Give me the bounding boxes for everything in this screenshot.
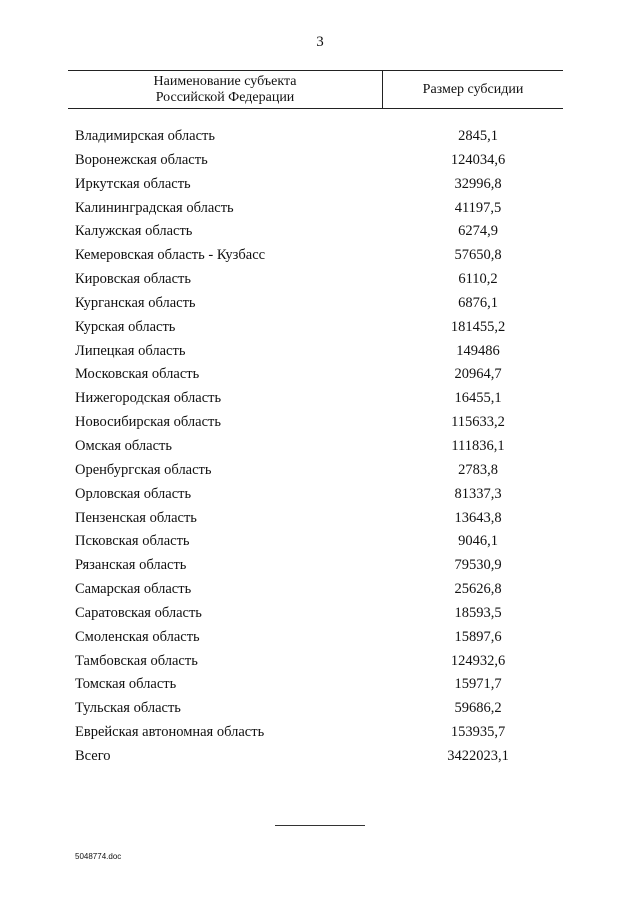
footer-divider — [275, 825, 365, 826]
table-row — [75, 458, 555, 482]
table-row — [75, 506, 555, 530]
subsidy-amount: 153935,7 — [450, 724, 506, 741]
table-row — [75, 577, 555, 601]
region-name: Курская область — [75, 318, 176, 335]
table-row — [75, 291, 555, 315]
subsidy-amount: 124932,6 — [450, 652, 506, 669]
table-row — [75, 148, 555, 172]
table-body — [75, 124, 555, 768]
table-row — [75, 315, 555, 339]
region-name: Новосибирская область — [75, 414, 221, 431]
header-region-name-line2: Российской Федерации — [155, 90, 295, 105]
region-name: Псковская область — [75, 533, 190, 550]
region-name: Воронежская область — [75, 151, 208, 168]
subsidy-amount: 81337,3 — [454, 485, 502, 502]
region-name: Калужская область — [75, 223, 193, 240]
table-row — [75, 410, 555, 434]
subsidy-amount: 79530,9 — [454, 557, 502, 574]
subsidy-amount: 3422023,1 — [447, 747, 509, 764]
table-row — [75, 696, 555, 720]
region-name: Липецкая область — [75, 342, 186, 359]
region-name: Рязанская область — [75, 557, 187, 574]
table-row — [75, 601, 555, 625]
table-row — [75, 267, 555, 291]
table-row — [75, 172, 555, 196]
subsidy-amount: 13643,8 — [454, 509, 502, 526]
region-name: Оренбургская область — [75, 461, 212, 478]
region-name: Омская область — [75, 437, 172, 454]
subsidy-amount: 15897,6 — [454, 628, 502, 645]
subsidy-amount: 2845,1 — [458, 128, 498, 144]
subsidy-amount: 115633,2 — [451, 414, 505, 431]
region-name: Тамбовская область — [75, 652, 198, 669]
subsidy-amount: 57650,8 — [454, 247, 502, 264]
table-row — [75, 434, 555, 458]
table-header — [68, 70, 563, 109]
subsidy-amount: 6110,2 — [458, 271, 498, 288]
region-name: Орловская область — [75, 485, 192, 502]
table-row — [75, 672, 555, 696]
region-name: Саратовская область — [75, 604, 202, 621]
region-name: Кемеровская область - Кузбасс — [75, 247, 266, 264]
table-row — [75, 649, 555, 673]
region-name: Самарская область — [75, 581, 192, 598]
table-row — [75, 339, 555, 363]
table-row — [75, 386, 555, 410]
table-row — [75, 362, 555, 386]
region-name: Пензенская область — [75, 509, 197, 526]
region-name: Смоленская область — [75, 628, 200, 645]
subsidy-amount: 149486 — [456, 342, 500, 359]
region-name: Томская область — [75, 676, 177, 693]
header-region-name — [68, 74, 382, 106]
region-name: Тульская область — [75, 700, 181, 717]
subsidy-amount: 6274,9 — [458, 223, 498, 240]
subsidy-amount: 41197,5 — [454, 199, 502, 216]
subsidy-amount: 16455,1 — [454, 390, 502, 407]
subsidy-amount: 25626,8 — [454, 581, 502, 598]
page-number: 3 — [316, 34, 324, 50]
subsidy-amount: 6876,1 — [458, 294, 498, 311]
region-name: Всего — [75, 747, 111, 764]
region-name: Нижегородская область — [75, 390, 222, 407]
subsidy-amount: 59686,2 — [454, 700, 502, 717]
region-name: Еврейская автономная область — [75, 724, 265, 741]
subsidy-amount: 20964,7 — [454, 366, 502, 383]
region-name: Кировская область — [75, 271, 192, 288]
subsidy-amount: 124034,6 — [450, 151, 506, 168]
subsidy-amount: 15971,7 — [454, 676, 502, 693]
subsidy-amount: 181455,2 — [450, 318, 506, 335]
table-row — [75, 124, 555, 148]
region-name: Московская область — [75, 366, 200, 383]
subsidy-amount: 2783,8 — [458, 461, 498, 478]
region-name: Владимирская область — [75, 128, 215, 144]
header-region-name-line1: Наименование субъекта — [153, 74, 297, 89]
table-row — [75, 744, 555, 768]
region-name: Курганская область — [75, 294, 196, 311]
document-id: 5048774.doc — [75, 852, 122, 861]
table-row — [75, 720, 555, 744]
subsidy-amount: 111836,1 — [451, 437, 505, 454]
table-row — [75, 243, 555, 267]
region-name: Иркутская область — [75, 175, 191, 192]
subsidy-amount: 18593,5 — [454, 604, 502, 621]
region-name: Калининградская область — [75, 199, 234, 216]
header-subsidy-amount: Размер субсидии — [422, 82, 524, 97]
table-row — [75, 553, 555, 577]
table-row — [75, 625, 555, 649]
subsidy-amount: 9046,1 — [458, 533, 498, 550]
subsidy-amount: 32996,8 — [454, 175, 502, 192]
table-row — [75, 482, 555, 506]
table-row — [75, 529, 555, 553]
table-row — [75, 219, 555, 243]
table-row — [75, 196, 555, 220]
